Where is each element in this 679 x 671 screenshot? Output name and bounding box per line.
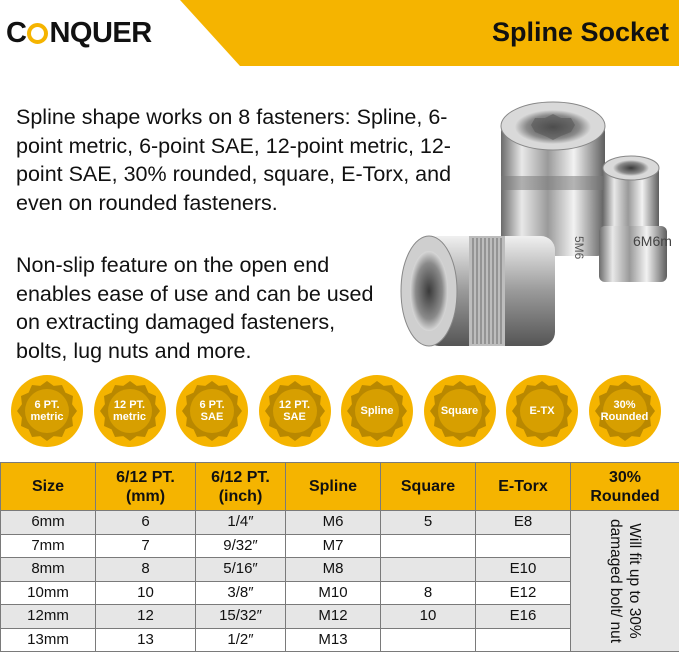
badge-label: Square xyxy=(440,405,479,417)
table-cell: 10 xyxy=(381,605,476,629)
badge-label: 6 PT. SAE xyxy=(199,399,225,423)
badge-5 xyxy=(423,374,497,448)
badge-label: E-TX xyxy=(529,405,555,417)
table-cell: M8 xyxy=(286,558,381,582)
table-header-row xyxy=(1,463,679,511)
rounded-note: Will fit up to 30% damaged bolt/ nut xyxy=(607,518,643,644)
table-cell: 13 xyxy=(96,628,196,652)
table-cell: 9/32″ xyxy=(196,534,286,558)
table-cell: E16 xyxy=(476,605,571,629)
table-cell: 7mm xyxy=(1,534,96,558)
table-cell: 5/16″ xyxy=(196,558,286,582)
badge-3 xyxy=(258,374,332,448)
socket-product-image xyxy=(395,96,679,366)
table-cell: 1/4″ xyxy=(196,511,286,535)
column-header-mm: 6/12 PT. (mm) xyxy=(96,463,196,511)
table-cell: E10 xyxy=(476,558,571,582)
table-cell: 15/32″ xyxy=(196,605,286,629)
rounded-note-cell xyxy=(571,511,679,652)
table-cell: 3/8″ xyxy=(196,581,286,605)
small-socket-marking: 6M6m xyxy=(633,233,672,249)
column-header-square: Square xyxy=(381,463,476,511)
badge-label: 6 PT. metric xyxy=(30,399,64,423)
badge-label: 30% Rounded xyxy=(600,399,649,423)
table-cell: 1/2″ xyxy=(196,628,286,652)
badge-7 xyxy=(588,374,662,448)
table-cell: 12 xyxy=(96,605,196,629)
table-cell: E8 xyxy=(476,511,571,535)
table-cell xyxy=(381,534,476,558)
badge-label: Spline xyxy=(360,405,394,417)
table-cell xyxy=(381,628,476,652)
table-cell: 6 xyxy=(96,511,196,535)
column-header-size: Size xyxy=(1,463,96,511)
logo-text-start: C xyxy=(6,17,27,49)
column-header-spline: Spline xyxy=(286,463,381,511)
table-cell xyxy=(476,534,571,558)
table-cell: 7 xyxy=(96,534,196,558)
badge-6 xyxy=(505,374,579,448)
table-cell: 12mm xyxy=(1,605,96,629)
table-cell: 5 xyxy=(381,511,476,535)
table-cell: 8 xyxy=(381,581,476,605)
table-cell: M7 xyxy=(286,534,381,558)
column-header-rounded: 30% Rounded xyxy=(571,463,679,511)
table-cell: 6mm xyxy=(1,511,96,535)
small-socket xyxy=(599,156,672,282)
brand-logo xyxy=(6,17,152,50)
table-cell: M13 xyxy=(286,628,381,652)
table-cell: M6 xyxy=(286,511,381,535)
table-cell: 10 xyxy=(96,581,196,605)
table-cell: 8mm xyxy=(1,558,96,582)
column-header-inch: 6/12 PT. (inch) xyxy=(196,463,286,511)
table-cell: E12 xyxy=(476,581,571,605)
badge-4 xyxy=(340,374,414,448)
column-header-etorx: E-Torx xyxy=(476,463,571,511)
page-title: Spline Socket xyxy=(491,17,669,47)
badge-2 xyxy=(175,374,249,448)
medium-socket xyxy=(401,236,555,346)
table-cell xyxy=(381,558,476,582)
badge-label: 12 PT. metric xyxy=(112,399,147,423)
intro-paragraph-2: Non-slip feature on the open end enables ease of use and can be used on extracting damaged fasteners, bolts, lug nuts and more. xyxy=(16,253,374,363)
table-cell xyxy=(476,628,571,652)
table-cell: 13mm xyxy=(1,628,96,652)
logo-ring-icon xyxy=(27,23,48,44)
table-cell: 8 xyxy=(96,558,196,582)
badge-label: 12 PT. SAE xyxy=(278,399,311,423)
table-cell: M10 xyxy=(286,581,381,605)
large-socket-marking: 5M6 xyxy=(572,236,586,260)
table-cell: M12 xyxy=(286,605,381,629)
badge-0 xyxy=(10,374,84,448)
size-table xyxy=(0,462,679,652)
logo-text-end: NQUER xyxy=(49,17,152,49)
header xyxy=(0,0,679,66)
table-row xyxy=(1,511,679,535)
table-cell: 10mm xyxy=(1,581,96,605)
badge-1 xyxy=(93,374,167,448)
intro-paragraph-1: Spline shape works on 8 fasteners: Spline, 6-point metric, 6-point SAE, 12-point metric, 12-point SAE, 30% rounded, square, E-Torx, and even on rounded fasteners. xyxy=(16,105,452,215)
